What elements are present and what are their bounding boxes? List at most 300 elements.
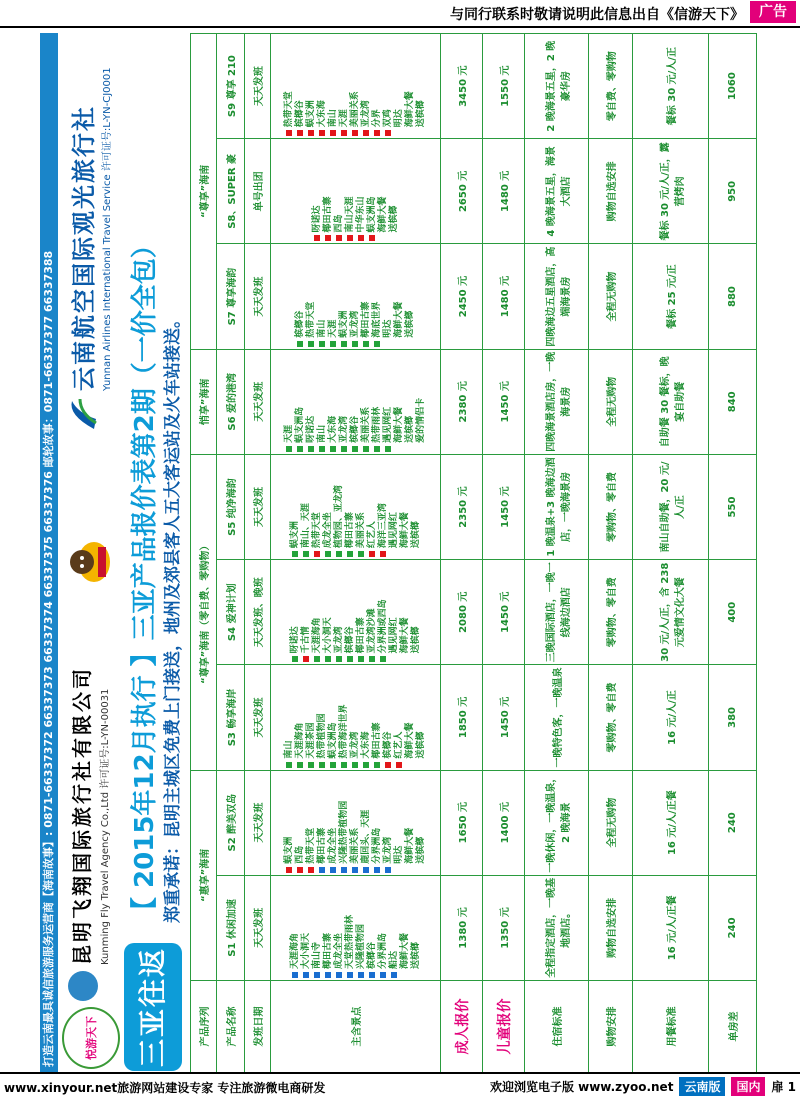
product-2-single: 240 bbox=[709, 770, 757, 875]
spot-item bbox=[323, 878, 334, 978]
spot-label: 天涯茶园 bbox=[306, 722, 316, 759]
spot-item bbox=[295, 667, 306, 767]
bullet-square-icon bbox=[292, 972, 298, 978]
spot-label: 大东海 bbox=[361, 731, 371, 759]
spot-label: 蜈支洲 bbox=[339, 310, 349, 338]
bullet-square-icon bbox=[303, 656, 309, 662]
spot-label: 亚龙湾 bbox=[361, 100, 371, 128]
date-row bbox=[245, 34, 271, 1073]
spot-item bbox=[350, 246, 361, 346]
spot-item bbox=[356, 141, 367, 241]
bullet-square-icon bbox=[341, 762, 347, 768]
bullet-square-icon bbox=[319, 130, 325, 136]
spot-item bbox=[306, 667, 317, 767]
product-3-single: 380 bbox=[709, 665, 757, 770]
bullet-square-icon bbox=[297, 867, 303, 873]
product-6-meal: 自助餐 30 餐标，晚宴自助餐 bbox=[633, 349, 709, 454]
bullet-square-icon bbox=[330, 446, 336, 452]
bullet-square-icon bbox=[352, 130, 358, 136]
spot-label: 送槟榔 bbox=[410, 941, 421, 969]
bullet-square-icon bbox=[303, 972, 309, 978]
spot-item bbox=[383, 773, 394, 873]
spot-label: 天涯 bbox=[339, 109, 349, 128]
product-5-date: 天天发班 bbox=[245, 454, 271, 559]
spot-label: 热带植物园 bbox=[317, 713, 327, 759]
product-4-hotel: 三晚国际酒店，一晚一线海边酒店 bbox=[525, 560, 589, 665]
bullet-square-icon bbox=[374, 130, 380, 136]
bullet-square-icon bbox=[292, 656, 298, 662]
bullet-square-icon bbox=[407, 867, 413, 873]
product-4-date: 天天发班、晚班 bbox=[245, 560, 271, 665]
spot-item bbox=[350, 36, 361, 136]
bullet-square-icon bbox=[330, 130, 336, 136]
label-adult: 成人报价 bbox=[441, 981, 483, 1073]
spot-item bbox=[350, 667, 361, 767]
group-3: 悄享”海南 bbox=[191, 349, 217, 454]
bullet-square-icon bbox=[319, 867, 325, 873]
bullet-square-icon bbox=[385, 762, 391, 768]
spot-label: 美丽关系 bbox=[350, 91, 360, 128]
spot-label: 分界 bbox=[372, 109, 382, 128]
bullet-square-icon bbox=[385, 867, 391, 873]
bullet-square-icon bbox=[336, 972, 342, 978]
bullet-square-icon bbox=[391, 551, 397, 557]
spot-item bbox=[295, 773, 306, 873]
spot-label: 南山 bbox=[317, 319, 327, 338]
spot-item bbox=[284, 667, 295, 767]
company1-name: 昆明飞翔国际旅行社有限公司 bbox=[70, 666, 94, 965]
spot-item bbox=[323, 457, 334, 557]
bullet-square-icon bbox=[336, 656, 342, 662]
spot-item bbox=[323, 562, 334, 662]
product-3-meal: 16 元/人/正 bbox=[633, 665, 709, 770]
bullet-square-icon bbox=[391, 656, 397, 662]
spot-item bbox=[312, 562, 323, 662]
spot-label: 植物园、亚龙湾 bbox=[333, 485, 344, 549]
spot-label: 呀诺达 bbox=[311, 205, 322, 233]
single-row bbox=[709, 34, 757, 1073]
bullet-square-icon bbox=[380, 235, 386, 241]
product-7-date: 天天发班 bbox=[245, 244, 271, 349]
product-7-adult: 2450 元 bbox=[441, 244, 483, 349]
spot-label: 热带雨林 bbox=[372, 406, 382, 443]
spot-label: 南山 bbox=[317, 424, 327, 443]
spot-item bbox=[411, 562, 422, 662]
contact-ribbon bbox=[40, 33, 58, 1073]
spot-item bbox=[416, 667, 427, 767]
bullet-square-icon bbox=[407, 130, 413, 136]
company2-en: Yunnan Airlines International Travel Service 许可证号:L-YN-CJ0001 bbox=[102, 67, 113, 391]
spot-label: 天涯海角 bbox=[295, 722, 305, 759]
spot-label: 海洋三亚湾 bbox=[377, 503, 388, 549]
top-bar bbox=[0, 0, 800, 28]
spot-item bbox=[290, 878, 301, 978]
brand-logo: 悦游天下 bbox=[62, 1007, 120, 1069]
adult-row bbox=[441, 34, 483, 1073]
company1-logo-icon bbox=[68, 971, 98, 1001]
spot-label: 热带天堂 bbox=[284, 91, 294, 128]
product-9-single: 1060 bbox=[709, 34, 757, 139]
spot-label: 槟榔谷 bbox=[295, 310, 305, 338]
bullet-square-icon bbox=[325, 551, 331, 557]
spot-item bbox=[405, 36, 416, 136]
spot-label: 海鲜大餐 bbox=[405, 91, 415, 128]
spot-label: 蜈支洲岛 bbox=[295, 406, 305, 443]
spot-label: 遇见网红 bbox=[388, 617, 399, 654]
spot-item bbox=[372, 773, 383, 873]
spot-label: 蜈支洲岛 bbox=[366, 196, 377, 233]
spot-label: 椰田古寨 bbox=[372, 722, 382, 759]
bullet-square-icon bbox=[358, 656, 364, 662]
spot-item bbox=[345, 141, 356, 241]
spot-label: 中华东山 bbox=[355, 196, 366, 233]
product-3-adult: 1850 元 bbox=[441, 665, 483, 770]
spot-label: 海鲜大餐 bbox=[405, 722, 415, 759]
product-8-child: 1480 元 bbox=[483, 139, 525, 244]
spot-item bbox=[284, 773, 295, 873]
product-9-shop: 零自费、零购物 bbox=[589, 34, 633, 139]
spot-item bbox=[394, 246, 405, 346]
product-6-adult: 2380 元 bbox=[441, 349, 483, 454]
spot-label: 西岛 bbox=[333, 214, 344, 233]
name-row bbox=[217, 34, 245, 1073]
product-2-adult: 1650 元 bbox=[441, 770, 483, 875]
bullet-square-icon bbox=[347, 656, 353, 662]
product-1-adult: 1380 元 bbox=[441, 875, 483, 980]
spot-label: 成龙全坐 bbox=[322, 512, 333, 549]
spot-label: 热带海洋世界 bbox=[339, 704, 349, 759]
edition-tag: 云南版 bbox=[679, 1077, 725, 1096]
spot-label: 亚龙湾沙滩 bbox=[366, 608, 377, 654]
bullet-square-icon bbox=[325, 235, 331, 241]
bullet-square-icon bbox=[396, 341, 402, 347]
group-row bbox=[191, 34, 217, 1073]
product-1-date: 天天发班 bbox=[245, 875, 271, 980]
spot-label: 海鲜大餐 bbox=[377, 196, 388, 233]
product-8-date: 单号出团 bbox=[245, 139, 271, 244]
spot-label: 送槟榔 bbox=[416, 836, 426, 864]
product-1-name: S1 休闲加速 bbox=[217, 875, 245, 980]
spot-item bbox=[317, 667, 328, 767]
bullet-square-icon bbox=[308, 762, 314, 768]
product-1-meal: 16 元/人/正餐 bbox=[633, 875, 709, 980]
spot-label: 美丽关系 bbox=[350, 827, 360, 864]
spot-label: 热带天堂 bbox=[306, 301, 316, 338]
spot-label: 分界洲或西岛 bbox=[377, 599, 388, 654]
spot-label: 鹿回头、天涯 bbox=[361, 809, 371, 864]
spot-label: 南山天涯 bbox=[344, 196, 355, 233]
bullet-square-icon bbox=[347, 235, 353, 241]
spot-label: 海底世界 bbox=[372, 301, 382, 338]
bullet-square-icon bbox=[363, 341, 369, 347]
spot-label: 槟榔谷 bbox=[366, 941, 377, 969]
bullet-square-icon bbox=[286, 446, 292, 452]
product-1-single: 240 bbox=[709, 875, 757, 980]
spot-item bbox=[383, 352, 394, 452]
bullet-square-icon bbox=[308, 130, 314, 136]
spot-item bbox=[383, 246, 394, 346]
product-7-meal: 餐标 25 元/正 bbox=[633, 244, 709, 349]
product-5-spots bbox=[271, 454, 441, 559]
spot-item bbox=[416, 352, 427, 452]
bullet-square-icon bbox=[352, 341, 358, 347]
product-9-meal: 餐标 30 元/人/正 bbox=[633, 34, 709, 139]
spot-item bbox=[394, 667, 405, 767]
product-2-date: 天天发班 bbox=[245, 770, 271, 875]
product-5-adult: 2350 元 bbox=[441, 454, 483, 559]
product-2-child: 1400 元 bbox=[483, 770, 525, 875]
spot-item bbox=[411, 457, 422, 557]
spot-label: 椰田古寨 bbox=[322, 932, 333, 969]
spot-label: 大东海 bbox=[328, 415, 338, 443]
product-9-child: 1550 元 bbox=[483, 34, 525, 139]
spot-item bbox=[345, 878, 356, 978]
spot-item bbox=[350, 352, 361, 452]
product-9-spots bbox=[271, 34, 441, 139]
product-9-name: S9 尊享 210 bbox=[217, 34, 245, 139]
bullet-square-icon bbox=[374, 762, 380, 768]
product-5-meal: 南山自助餐，20 元/人/正 bbox=[633, 454, 709, 559]
spot-item bbox=[372, 36, 383, 136]
bullet-square-icon bbox=[330, 762, 336, 768]
bullet-square-icon bbox=[369, 972, 375, 978]
bullet-square-icon bbox=[314, 972, 320, 978]
bullet-square-icon bbox=[385, 446, 391, 452]
spot-label: 明达 bbox=[394, 109, 404, 128]
bullet-square-icon bbox=[369, 551, 375, 557]
spot-label: 南山 bbox=[328, 109, 338, 128]
bullet-square-icon bbox=[341, 446, 347, 452]
spot-item bbox=[328, 773, 339, 873]
spot-label: 海鲜大餐 bbox=[399, 932, 410, 969]
bullet-square-icon bbox=[418, 762, 424, 768]
spot-item bbox=[350, 773, 361, 873]
spot-item bbox=[339, 36, 350, 136]
bullet-square-icon bbox=[358, 551, 364, 557]
bullet-square-icon bbox=[347, 551, 353, 557]
page-subtitle: 郑重承诺：昆明主城区免费上门接送，地州及郊县客人五大客运站及火车站接送。 bbox=[163, 311, 183, 923]
spot-item bbox=[367, 141, 378, 241]
product-6-hotel: 四晚海景酒店房，一晚海景房 bbox=[525, 349, 589, 454]
product-4-name: S4 爱神计划 bbox=[217, 560, 245, 665]
bullet-square-icon bbox=[352, 867, 358, 873]
spot-item bbox=[301, 457, 312, 557]
spot-label: 红艺人 bbox=[366, 521, 377, 549]
product-8-shop: 购物自选安排 bbox=[589, 139, 633, 244]
bullet-square-icon bbox=[319, 762, 325, 768]
product-8-hotel: 4 晚海景五星，海景大酒店 bbox=[525, 139, 589, 244]
bullet-square-icon bbox=[363, 130, 369, 136]
spot-label: 亚龙湾 bbox=[350, 731, 360, 759]
bullet-square-icon bbox=[330, 341, 336, 347]
label-shop: 购物安排 bbox=[589, 981, 633, 1073]
spot-item bbox=[306, 352, 317, 452]
bullet-square-icon bbox=[330, 867, 336, 873]
bullet-square-icon bbox=[336, 235, 342, 241]
spot-item bbox=[378, 457, 389, 557]
product-7-hotel: 四晚海边五星酒店，高端海景房 bbox=[525, 244, 589, 349]
product-8-spots bbox=[271, 139, 441, 244]
product-1-shop: 购物自选安排 bbox=[589, 875, 633, 980]
bullet-square-icon bbox=[308, 446, 314, 452]
meal-row bbox=[633, 34, 709, 1073]
spot-item bbox=[361, 246, 372, 346]
spot-item bbox=[328, 352, 339, 452]
spot-label: 兴隆热带植物园 bbox=[339, 800, 349, 864]
spot-label: 槟榔谷 bbox=[344, 626, 355, 654]
spot-label: 椰田古寨 bbox=[355, 617, 366, 654]
spots-row bbox=[271, 34, 441, 1073]
title-box: 三亚往返 bbox=[124, 943, 182, 1071]
product-4-adult: 2080 元 bbox=[441, 560, 483, 665]
bullet-square-icon bbox=[407, 341, 413, 347]
product-8-single: 950 bbox=[709, 139, 757, 244]
spot-label: 椰田古寨 bbox=[317, 827, 327, 864]
bullet-square-icon bbox=[297, 446, 303, 452]
spot-label: 槟榔谷 bbox=[295, 100, 305, 128]
spot-item bbox=[383, 667, 394, 767]
bullet-square-icon bbox=[407, 446, 413, 452]
spot-label: 南山 bbox=[284, 740, 294, 759]
region-tag: 国内 bbox=[731, 1077, 765, 1096]
spot-item bbox=[389, 562, 400, 662]
price-table bbox=[190, 33, 757, 1073]
spot-item bbox=[334, 878, 345, 978]
bullet-square-icon bbox=[303, 551, 309, 557]
bullet-square-icon bbox=[286, 867, 292, 873]
spot-label: 椰田古寨 bbox=[361, 301, 371, 338]
bullet-square-icon bbox=[363, 762, 369, 768]
spot-item bbox=[284, 352, 295, 452]
bullet-square-icon bbox=[380, 656, 386, 662]
spot-label: 双鸡 bbox=[383, 109, 393, 128]
product-3-hotel: 一晚特色客，一晚温泉 bbox=[525, 665, 589, 770]
spot-item bbox=[345, 457, 356, 557]
product-1-hotel: 全程指定酒店，一晚基地酒店。 bbox=[525, 875, 589, 980]
spot-item bbox=[361, 352, 372, 452]
product-5-hotel: 1 晚温泉+3 晚海边酒店，一晚海景房 bbox=[525, 454, 589, 559]
spot-label: 分界洲岛 bbox=[372, 827, 382, 864]
spot-item bbox=[361, 773, 372, 873]
bullet-square-icon bbox=[374, 341, 380, 347]
bullet-square-icon bbox=[396, 867, 402, 873]
bullet-square-icon bbox=[314, 551, 320, 557]
bullet-square-icon bbox=[363, 446, 369, 452]
spot-item bbox=[356, 878, 367, 978]
bullet-square-icon bbox=[336, 551, 342, 557]
spot-label: 送槟榔 bbox=[405, 415, 415, 443]
bullet-square-icon bbox=[358, 235, 364, 241]
product-3-date: 天天发班 bbox=[245, 665, 271, 770]
spot-label: 大小洞天 bbox=[300, 932, 311, 969]
bullet-square-icon bbox=[374, 446, 380, 452]
spot-label: 送槟榔 bbox=[410, 521, 421, 549]
bullet-square-icon bbox=[402, 656, 408, 662]
spot-label: 槟榔谷 bbox=[383, 731, 393, 759]
bullet-square-icon bbox=[418, 446, 424, 452]
product-7-child: 1480 元 bbox=[483, 244, 525, 349]
company2-name: 云南航空国际观光旅行社 bbox=[70, 105, 98, 391]
product-7-shop: 全程无购物 bbox=[589, 244, 633, 349]
spot-label: 南山、天涯 bbox=[300, 503, 311, 549]
bottom-right-text: 欢迎浏览电子版 www.zyoo.net bbox=[489, 1080, 674, 1094]
spot-item bbox=[405, 246, 416, 346]
spot-label: 送槟榔 bbox=[405, 310, 415, 338]
product-7-spots bbox=[271, 244, 441, 349]
product-1-spots bbox=[271, 875, 441, 980]
bullet-square-icon bbox=[352, 762, 358, 768]
product-4-shop: 零购物、零自费 bbox=[589, 560, 633, 665]
spot-item bbox=[411, 878, 422, 978]
spot-item bbox=[345, 562, 356, 662]
spot-item bbox=[405, 667, 416, 767]
spot-label: 兴隆植物园 bbox=[355, 923, 366, 969]
spot-label: 海鲜大餐 bbox=[399, 512, 410, 549]
spot-item bbox=[290, 457, 301, 557]
spot-item bbox=[290, 562, 301, 662]
product-4-single: 400 bbox=[709, 560, 757, 665]
spot-label: 海鲜大餐 bbox=[399, 617, 410, 654]
spot-label: 蜈支洲 bbox=[306, 100, 316, 128]
product-5-child: 1450 元 bbox=[483, 454, 525, 559]
top-notice: 与同行联系时敬请说明此信息出自《信游天下》 bbox=[450, 7, 744, 23]
product-6-name: S6 爱的港湾 bbox=[217, 349, 245, 454]
spot-label: 槟榔谷 bbox=[350, 415, 360, 443]
bullet-square-icon bbox=[314, 235, 320, 241]
spot-item bbox=[367, 878, 378, 978]
product-6-spots bbox=[271, 349, 441, 454]
spot-item bbox=[405, 352, 416, 452]
spot-label: 成龙全坐 bbox=[328, 827, 338, 864]
label-seq: 产品序列 bbox=[191, 981, 217, 1073]
product-9-adult: 3450 元 bbox=[441, 34, 483, 139]
spot-label: 美丽关系 bbox=[355, 512, 366, 549]
hotel-row bbox=[525, 34, 589, 1073]
bullet-square-icon bbox=[341, 867, 347, 873]
product-9-date: 天天发班 bbox=[245, 34, 271, 139]
company2-logo-icon bbox=[66, 397, 100, 433]
spot-item bbox=[394, 352, 405, 452]
spot-item bbox=[400, 878, 411, 978]
spot-item bbox=[356, 562, 367, 662]
spot-item bbox=[328, 246, 339, 346]
spot-label: 南山寺 bbox=[311, 941, 322, 969]
spot-label: 天涯海角 bbox=[289, 932, 300, 969]
spot-item bbox=[317, 36, 328, 136]
spot-item bbox=[334, 141, 345, 241]
product-5-single: 550 bbox=[709, 454, 757, 559]
spot-item bbox=[339, 246, 350, 346]
spot-label: 送槟榔 bbox=[416, 731, 426, 759]
product-5-shop: 零购物、零自费 bbox=[589, 454, 633, 559]
spot-label: 海鲜大餐 bbox=[394, 406, 404, 443]
product-6-date: 天天发班 bbox=[245, 349, 271, 454]
product-3-shop: 零购物、零自费 bbox=[589, 665, 633, 770]
bullet-square-icon bbox=[297, 762, 303, 768]
label-name: 产品名称 bbox=[217, 981, 245, 1073]
group-4: “尊享”海南 bbox=[191, 34, 217, 350]
spot-label: 呀诺达 bbox=[289, 626, 300, 654]
spot-label: 天堂热带雨林 bbox=[344, 914, 355, 969]
product-8-meal: 餐标 30 元/人/正，露营烤肉 bbox=[633, 139, 709, 244]
product-6-child: 1450 元 bbox=[483, 349, 525, 454]
spot-item bbox=[339, 352, 350, 452]
bullet-square-icon bbox=[413, 551, 419, 557]
bullet-square-icon bbox=[391, 972, 397, 978]
spot-label: 热带天堂 bbox=[311, 512, 322, 549]
label-date: 发班日期 bbox=[245, 981, 271, 1073]
spot-item bbox=[389, 457, 400, 557]
